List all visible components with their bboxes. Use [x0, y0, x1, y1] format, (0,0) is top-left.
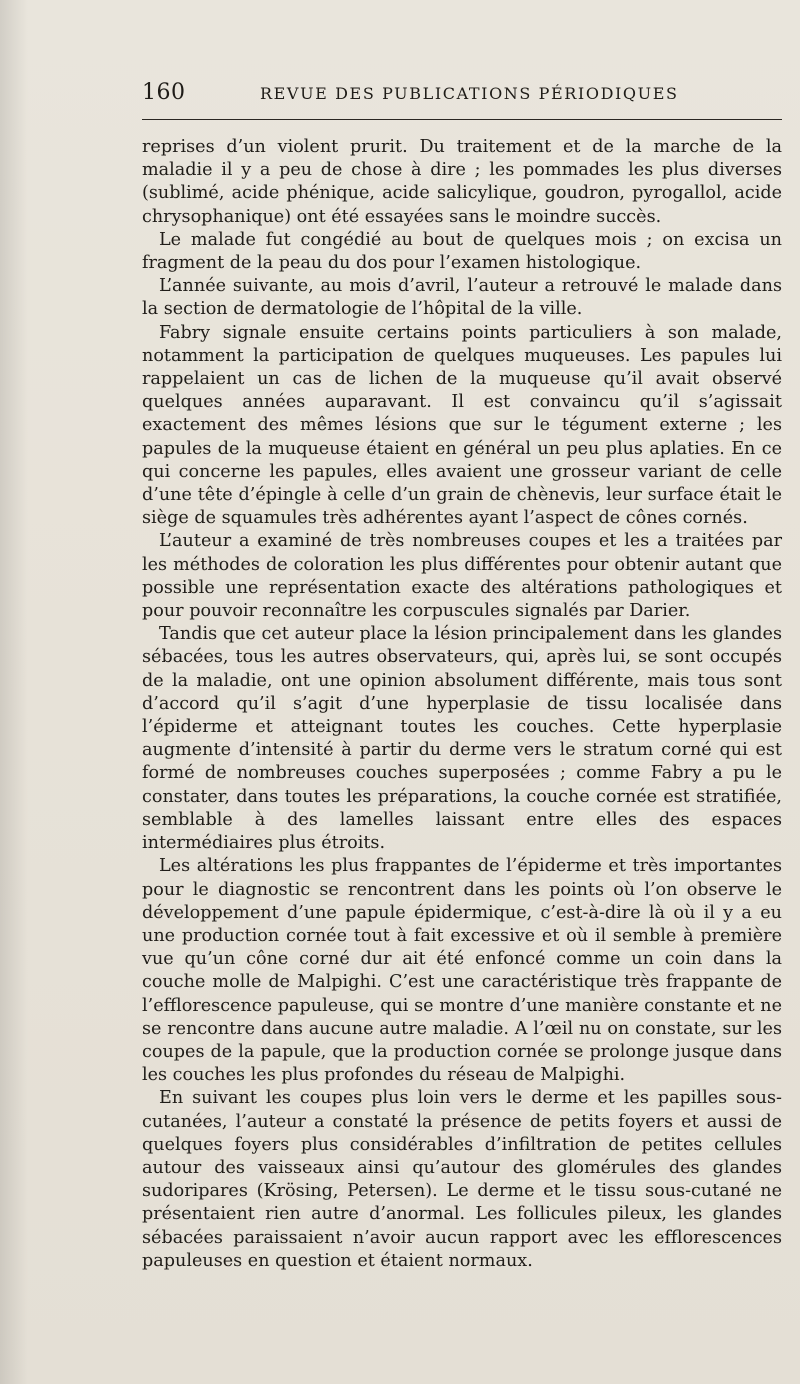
binding-shadow [0, 0, 28, 1384]
paragraph-6: Tandis que cet auteur place la lésion principalement dans les glandes sébacées, tous les autres observateurs, qui, après lui, se sont occupés de la maladie, ont une opinion absolument différente, mais tous sont d’accord qu’il s’agit d’une hyperplasie de tissu localisée dans l’épiderme et atteignant toutes les couches. Cette hyperplasie augmente d’intensité à partir du derme vers le stratum corné qui est formé de nombreuses couches superposées ; comme Fabry a pu le constater, dans toutes les préparations, la couche cornée est stratifiée, semblable à des lamelles laissant entre elles des espaces intermédiaires plus étroits. [142, 624, 782, 854]
paragraph-7: Les altérations les plus frappantes de l’épiderme et très importantes pour le diagnostic se rencontrent dans les points où l’on observe le développement d’une papule épidermique, c’est-à-dire là où il y a eu une production cornée tout à fait excessive et où il semble à première vue qu’un cône corné dur ait été enfoncé comme un coin dans la couche molle de Malpighi. C’est une caractéristique très frappante de l’efflorescence papuleuse, qui se montre d’une manière constante et ne se rencontre dans aucune autre maladie. A l’œil nu on constate, sur les coupes de la papule, que la production cornée se prolonge jusque dans les couches les plus profondes du réseau de Malpighi. [142, 856, 782, 1086]
header-rule [142, 119, 782, 120]
page-header [142, 80, 782, 110]
paragraph-4: Fabry signale ensuite certains points particuliers à son malade, notamment la participation de quelques muqueuses. Les papules lui rappelaient un cas de lichen de la muqueuse qu’il avait observé quelques années auparavant. Il est convaincu qu’il s’agissait exactement des mêmes lésions que sur le tégument externe ; les papules de la muqueuse étaient en général un peu plus aplaties. En ce qui concerne les papules, elles avaient une grosseur variant de celle d’une tête d’épingle à celle d’un grain de chènevis, leur surface était le siège de squamules très adhérentes ayant l’aspect de cônes cornés. [142, 322, 782, 529]
running-title: REVUE DES PUBLICATIONS PÉRIODIQUES [260, 84, 679, 103]
paragraph-5: L’auteur a examiné de très nombreuses coupes et les a traitées par les méthodes de coloration les plus différentes pour obtenir autant que possible une représentation exacte des altérations pathologiques et pour pouvoir reconnaître les corpuscules signalés par Darier. [142, 531, 782, 622]
paragraph-3: L’année suivante, au mois d’avril, l’auteur a retrouvé le malade dans la section de dermatologie de l’hôpital de la ville. [142, 276, 782, 320]
paragraph-1: reprises d’un violent prurit. Du traitement et de la marche de la maladie il y a peu de chose à dire ; les pommades les plus diverses (sublimé, acide phénique, acide salicylique, goudron, pyrogallol, acide chrysophanique) ont été essayées sans le moindre succès. [142, 137, 782, 227]
page-number: 160 [142, 80, 186, 105]
article-body [142, 136, 782, 1273]
paragraph-2: Le malade fut congédié au bout de quelques mois ; on excisa un fragment de la peau du dos pour l’examen histologique. [142, 229, 782, 274]
paragraph-8: En suivant les coupes plus loin vers le derme et les papilles sous-cutanées, l’auteur a constaté la présence de petits foyers et aussi de quelques foyers plus considérables d’infiltration de petites cellules autour des vaisseaux ainsi qu’autour des glomérules des glandes sudoripares (Krösing, Petersen). Le derme et le tissu sous-cutané ne présentaient rien autre d’anormal. Les follicules pileux, les glandes sébacées paraissaient n’avoir aucun rapport avec les efflorescences papuleuses en question et étaient normaux. [142, 1088, 782, 1271]
